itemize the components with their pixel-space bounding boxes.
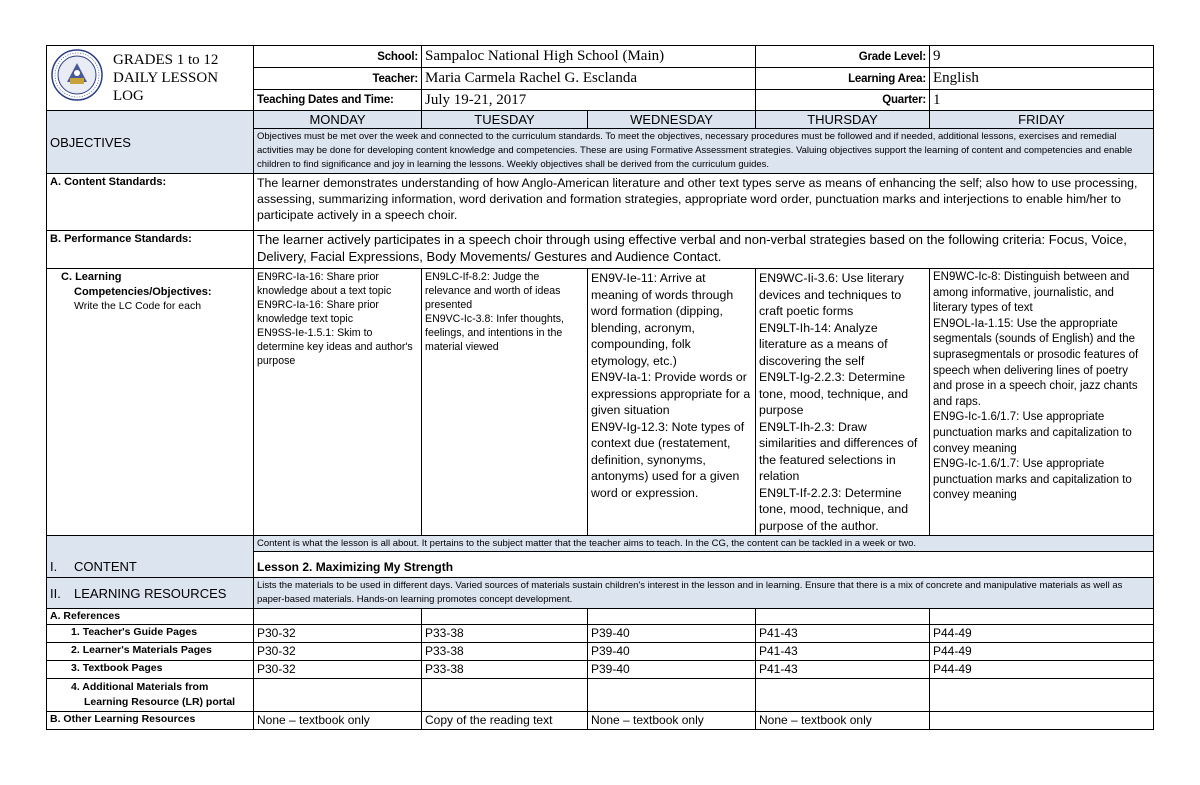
learners-materials-label bbox=[47, 643, 254, 661]
title-line-1: GRADES 1 to 12 bbox=[113, 52, 219, 68]
tb-tuesday: P33-38 bbox=[422, 661, 588, 679]
quarter-value: 1 bbox=[930, 90, 1154, 111]
other-monday: None – textbook only bbox=[254, 712, 422, 730]
tb-thursday: P41-43 bbox=[756, 661, 930, 679]
competencies-title-line-1: Learning bbox=[75, 271, 122, 283]
additional-line-2: Learning Resource (LR) portal bbox=[84, 696, 236, 708]
performance-standards-label bbox=[47, 231, 254, 269]
additional-thursday bbox=[756, 679, 930, 712]
objectives-heading: OBJECTIVES bbox=[47, 111, 254, 174]
learning-area-label: Learning Area: bbox=[756, 68, 930, 90]
tg-wednesday: P39-40 bbox=[588, 625, 756, 643]
title-line-2: DAILY LESSON bbox=[113, 70, 219, 86]
other-wednesday: None – textbook only bbox=[588, 712, 756, 730]
references-letter: A. bbox=[50, 610, 61, 622]
teaching-dates-value: July 19-21, 2017 bbox=[422, 90, 756, 111]
school-value: Sampaloc National High School (Main) bbox=[422, 46, 756, 68]
tg-tuesday: P33-38 bbox=[422, 625, 588, 643]
school-label: School: bbox=[254, 46, 422, 68]
content-note: Content is what the lesson is all about. It pertains to the subject matter that the teacher aims to teach. In the CG, the content can be tackled in a week or two. bbox=[254, 536, 1154, 552]
competencies-subtext: Write the LC Code for each bbox=[74, 300, 202, 312]
additional-tuesday bbox=[422, 679, 588, 712]
row-label: Learner's Materials Pages bbox=[82, 644, 212, 656]
content-standards-label bbox=[47, 174, 254, 231]
other-thursday: None – textbook only bbox=[756, 712, 930, 730]
lm-monday: P30-32 bbox=[254, 643, 422, 661]
table-row bbox=[47, 643, 1154, 661]
lm-thursday: P41-43 bbox=[756, 643, 930, 661]
teacher-label: Teacher: bbox=[254, 68, 422, 90]
resources-title: LEARNING RESOURCES bbox=[74, 585, 227, 601]
tg-friday: P44-49 bbox=[930, 625, 1154, 643]
objectives-note: Objectives must be met over the week and connected to the curriculum standards. To meet the objectives, necessary procedures must be followed and if needed, additional lessons, exercises and remedial activities may be done for developing content knowledge and competencies. These are using Formative Assessment strategies. Valuing objectives support the learning of content and competencies and enable children to find significance and joy in learning the lessons. Weekly objectives shall be derived from the curriculum guides. bbox=[254, 129, 1154, 174]
table-row bbox=[47, 661, 1154, 679]
day-wednesday: WEDNESDAY bbox=[588, 111, 756, 129]
tb-wednesday: P39-40 bbox=[588, 661, 756, 679]
competencies-title-line-2: Competencies/Objectives: bbox=[74, 286, 212, 298]
deped-seal-icon bbox=[51, 49, 103, 101]
performance-standards-text: The learner actively participates in a speech choir through using effective verbal and non-verbal strategies based on the following criteria: Focus, Voice, Delivery, Facial Expressions, Body Movements/ Gestures and Audience Contact. bbox=[254, 231, 1154, 269]
day-friday: FRIDAY bbox=[930, 111, 1154, 129]
learning-resources-heading bbox=[47, 578, 254, 609]
competencies-tuesday: EN9LC-If-8.2: Judge the relevance and worth of ideas presented EN9VC-Ic-3.8: Infer thoughts, feelings, and intentions in the material viewed bbox=[422, 269, 588, 536]
content-numeral: I. bbox=[50, 559, 58, 574]
content-standards-title: Content Standards: bbox=[64, 176, 167, 188]
references-thursday bbox=[756, 609, 930, 625]
quarter-label: Quarter: bbox=[756, 90, 930, 111]
page-title bbox=[113, 51, 218, 105]
content-heading bbox=[47, 536, 254, 578]
additional-friday bbox=[930, 679, 1154, 712]
day-monday: MONDAY bbox=[254, 111, 422, 129]
references-monday bbox=[254, 609, 422, 625]
content-title: CONTENT bbox=[74, 559, 137, 574]
lm-wednesday: P39-40 bbox=[588, 643, 756, 661]
references-label bbox=[47, 609, 254, 625]
other-friday bbox=[930, 712, 1154, 730]
competencies-wednesday: EN9V-Ie-11: Arrive at meaning of words through word formation (dipping, blending, acronym, compounding, folk etymology, etc.) EN9V-Ia-1: Provide words or expressions appropriate for a given situation EN9V-Ig-12.3: Note types of context due (restatement, definition, synonyms, antonyms) used for a given word or expression. bbox=[588, 269, 756, 536]
lesson-title: Lesson 2. Maximizing My Strength bbox=[254, 552, 1154, 578]
references-wednesday bbox=[588, 609, 756, 625]
teacher-value: Maria Carmela Rachel G. Esclanda bbox=[422, 68, 756, 90]
row-number: 1. bbox=[71, 626, 80, 638]
content-standards-letter: A. bbox=[50, 176, 61, 188]
tb-friday: P44-49 bbox=[930, 661, 1154, 679]
performance-standards-letter: B. bbox=[50, 233, 61, 245]
competencies-monday: EN9RC-Ia-16: Share prior knowledge about a text topic EN9RC-Ia-16: Share prior knowledge text topic EN9SS-Ie-1.5.1: Skim to determine key ideas and author's purpose bbox=[254, 269, 422, 536]
references-friday bbox=[930, 609, 1154, 625]
day-tuesday: TUESDAY bbox=[422, 111, 588, 129]
competencies-thursday: EN9WC-Ii-3.6: Use literary devices and techniques to craft poetic forms EN9LT-Ih-14: Analyze literature as a means of discovering the self EN9LT-Ig-2.2.3: Determine tone, mood, technique, and purpose EN9LT-Ih-2.3: Draw similarities and differences of the featured selections in relation EN9LT-If-2.2.3: Determine tone, mood, technique, and purpose of the author. bbox=[756, 269, 930, 536]
other-tuesday: Copy of the reading text bbox=[422, 712, 588, 730]
lm-friday: P44-49 bbox=[930, 643, 1154, 661]
row-label: Textbook Pages bbox=[82, 662, 163, 674]
textbook-pages-label bbox=[47, 661, 254, 679]
row-number: 3. bbox=[71, 662, 80, 674]
tg-thursday: P41-43 bbox=[756, 625, 930, 643]
references-title: References bbox=[63, 610, 121, 622]
lm-tuesday: P33-38 bbox=[422, 643, 588, 661]
row-label: Teacher's Guide Pages bbox=[82, 626, 198, 638]
table-row bbox=[47, 625, 1154, 643]
performance-standards-title: Performance Standards: bbox=[64, 233, 192, 245]
other-resources-title: Other Learning Resources bbox=[63, 713, 196, 725]
learning-resources-note: Lists the materials to be used in different days. Varied sources of materials sustain children's interest in the lesson and in learning. Ensure that there is a mix of concrete and manipulative materials as well as paper-based materials. Hands-on learning promotes concept development. bbox=[254, 578, 1154, 609]
title-line-3: LOG bbox=[113, 88, 144, 104]
teaching-dates-label: Teaching Dates and Time: bbox=[254, 90, 422, 111]
additional-monday bbox=[254, 679, 422, 712]
row-number: 2. bbox=[71, 644, 80, 656]
learning-area-value: English bbox=[930, 68, 1154, 90]
grade-level-label: Grade Level: bbox=[756, 46, 930, 68]
title-block bbox=[47, 46, 254, 111]
content-standards-text: The learner demonstrates understanding of how Anglo-American literature and other text types serve as means of enhancing the self; also how to use processing, assessing, summarizing information, word derivation and formation strategies, appropriate word order, punctuation marks and interjections to enable him/her to participate actively in a speech choir. bbox=[254, 174, 1154, 231]
competencies-label bbox=[47, 269, 254, 536]
teachers-guide-label bbox=[47, 625, 254, 643]
resources-numeral: II. bbox=[50, 585, 61, 601]
additional-line-1: Additional Materials from bbox=[82, 681, 209, 693]
row-number: 4. bbox=[71, 681, 80, 693]
tg-monday: P30-32 bbox=[254, 625, 422, 643]
daily-lesson-log-table bbox=[46, 45, 1154, 730]
additional-wednesday bbox=[588, 679, 756, 712]
competencies-friday: EN9WC-Ic-8: Distinguish between and among informative, journalistic, and literary types of text EN9OL-Ia-1.15: Use the appropriate segmentals (sounds of English) and the suprasegmentals or prosodic features of speech when delivering lines of poetry and prose in a speech choir, jazz chants and raps. EN9G-Ic-1.6/1.7: Use appropriate punctuation marks and capitalization to convey meaning EN9G-Ic-1.6/1.7: Use appropriate punctuation marks and capitalization to convey meaning bbox=[930, 269, 1154, 536]
additional-materials-label bbox=[47, 679, 254, 712]
other-resources-letter: B. bbox=[50, 713, 61, 725]
grade-level-value: 9 bbox=[930, 46, 1154, 68]
competencies-letter: C. bbox=[61, 271, 72, 283]
references-tuesday bbox=[422, 609, 588, 625]
other-resources-label bbox=[47, 712, 254, 730]
tb-monday: P30-32 bbox=[254, 661, 422, 679]
day-thursday: THURSDAY bbox=[756, 111, 930, 129]
